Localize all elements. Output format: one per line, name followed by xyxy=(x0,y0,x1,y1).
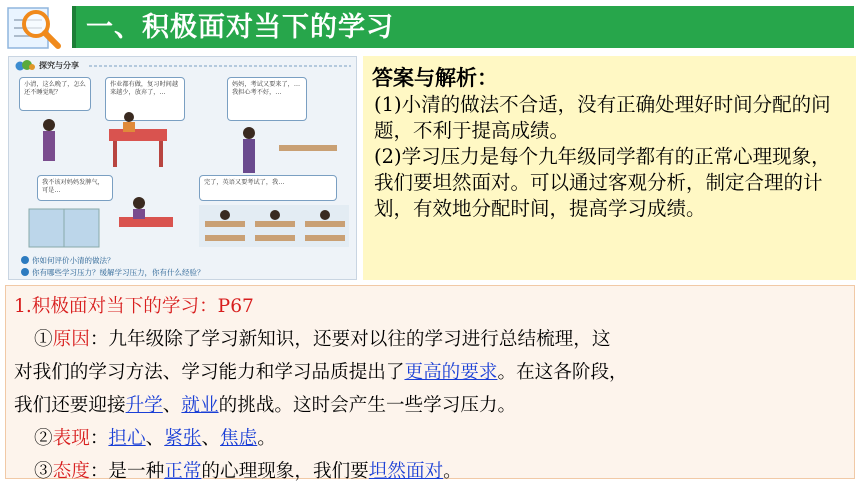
question-line xyxy=(21,267,205,278)
comic-scenes xyxy=(9,105,357,255)
keyword-face-calmly: 坦然面对 xyxy=(368,461,444,482)
colon: ： xyxy=(89,428,109,449)
keyword-anxiety: 焦虑 xyxy=(220,428,258,449)
question-bullet-icon xyxy=(21,268,29,276)
item-text: 的心理现象，我们要 xyxy=(201,461,369,482)
speech-bubble: 完了，英语又要考试了，我… xyxy=(199,175,337,201)
speech-bubble: 妈妈，考试又要来了，…我担心考不好，… xyxy=(227,77,307,121)
answer-paragraph-2: (2)学习压力是每个九年级同学都有的正常心理现象，我们要坦然面对。可以通过客观分析，制定合理的计划，有效地分配时间，提高学习成绩。 xyxy=(374,145,831,220)
illustration-header-label: 探究与分享 xyxy=(39,61,79,70)
notes-heading: 1.积极面对当下的学习：P67 xyxy=(14,296,254,317)
keyword-employment: 就业 xyxy=(181,395,219,416)
item-text: 对我们的学习方法、学习能力和学习品质提出了 xyxy=(14,362,405,383)
header-rule xyxy=(89,65,351,67)
answer-heading: 答案与解析： xyxy=(372,66,498,90)
page-title: 一、积极面对当下的学习 xyxy=(86,12,394,43)
question-text: 你有哪些学习压力？缓解学习压力，你有什么经验？ xyxy=(32,268,205,277)
question-text: 你如何评价小清的做法？ xyxy=(32,256,115,265)
item-label: 表现 xyxy=(52,428,90,449)
keyword-worry: 担心 xyxy=(108,428,146,449)
illustration-header xyxy=(9,57,357,75)
answer-paragraph-1: (1)小清的做法不合适，没有正确处理好时间分配的问题，不利于提高成绩。 xyxy=(374,93,831,142)
period: 。 xyxy=(257,428,276,449)
keyword-nervous: 紧张 xyxy=(164,428,202,449)
period: 。 xyxy=(443,461,462,482)
item-text: 是一种 xyxy=(108,461,165,482)
magnifier-icon xyxy=(6,2,70,52)
item-label: 原因 xyxy=(52,329,90,350)
item-text: 我们还要迎接 xyxy=(14,395,126,416)
keyword-normal: 正常 xyxy=(164,461,202,482)
answer-body xyxy=(374,92,850,222)
item-marker: ② xyxy=(34,428,53,449)
speech-bubble: 我不该对妈妈发脾气，可是… xyxy=(37,175,113,201)
item-label: 态度 xyxy=(52,461,90,482)
separator: 、 xyxy=(162,395,182,416)
item-marker: ③ xyxy=(34,461,53,482)
notes-item-reason-cont xyxy=(14,356,850,389)
colon: ： xyxy=(89,461,109,482)
speech-bubble: 小清，这么晚了，怎么还不睡觉呢？ xyxy=(19,77,91,111)
keyword-further-study: 升学 xyxy=(125,395,163,416)
notes-item-symptoms xyxy=(14,422,850,455)
keyword-higher-requirements: 更高的要求 xyxy=(404,362,498,383)
notes-item-reason xyxy=(14,323,850,356)
discussion-icon xyxy=(15,59,35,72)
notes-item-reason-cont xyxy=(14,389,850,422)
notes-item-attitude xyxy=(14,455,850,488)
item-text: 的挑战。这时会产生一些学习压力。 xyxy=(218,395,517,416)
question-bullet-icon xyxy=(21,256,29,264)
item-text: 。在这各阶段， xyxy=(497,362,628,383)
separator: 、 xyxy=(145,428,165,449)
textbook-illustration xyxy=(8,56,357,280)
colon: ： xyxy=(89,329,109,350)
item-text: 九年级除了学习新知识，还要对以往的学习进行总结梳理，这 xyxy=(108,329,611,350)
question-line xyxy=(21,255,115,266)
speech-bubble: 作业都有做，复习时间越来越少，放弃了，… xyxy=(105,77,185,121)
item-marker: ① xyxy=(34,329,53,350)
notes-content xyxy=(14,290,850,488)
separator: 、 xyxy=(201,428,221,449)
